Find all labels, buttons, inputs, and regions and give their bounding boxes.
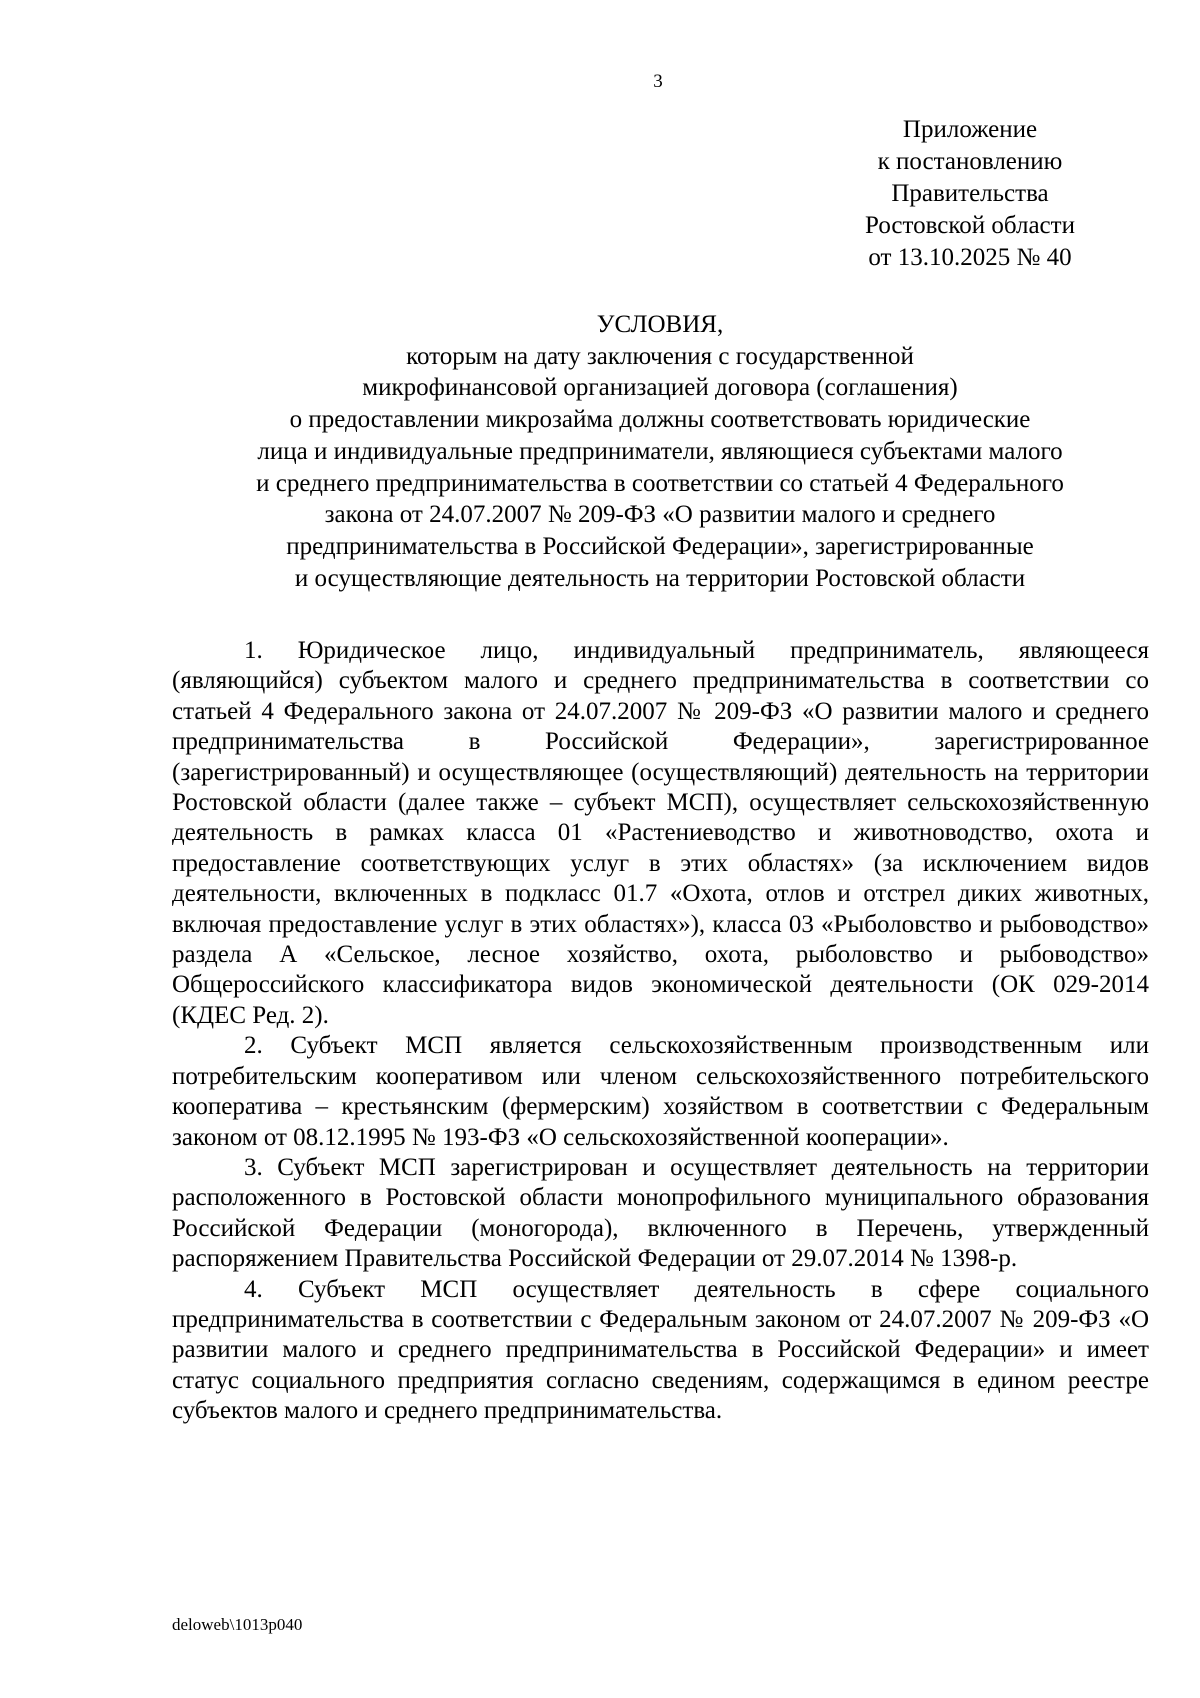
annex-line: к постановлению bbox=[877, 148, 1063, 175]
annex-reference bbox=[820, 114, 1120, 274]
title-heading: УСЛОВИЯ, bbox=[596, 311, 724, 338]
paragraph-text: Субъект МСП зарегистрирован и осуществляет деятельность на территории расположенного в Ростовской области монопрофильного муниципального образования Российской Федерации (моногорода), включенного в Перечень, утвержденный распоряжением Правительства Российской Федерации от 29.07.2014 № 1398-р. bbox=[172, 1153, 1149, 1273]
document-title bbox=[150, 309, 1170, 594]
annex-line: Ростовской области bbox=[865, 212, 1075, 239]
title-line: закона от 24.07.2007 № 209-ФЗ «О развитии малого и среднего bbox=[324, 501, 996, 529]
paragraph-1 bbox=[172, 636, 1149, 1031]
paragraph-2 bbox=[172, 1031, 1149, 1153]
paragraph-number: 1. bbox=[244, 637, 263, 664]
title-line: предпринимательства в Российской Федерации», зарегистрированные bbox=[286, 532, 1034, 560]
paragraph-text: Субъект МСП осуществляет деятельность в сфере социального предпринимательства в соответствии с Федеральным законом от 24.07.2007 № 209-ФЗ «О развитии малого и среднего предпринимательства в Российской Федерации» и имеет статус социального предприятия согласно сведениям, содержащимся в едином реестре субъектов малого и среднего предпринимательства. bbox=[172, 1275, 1150, 1425]
title-line: лица и индивидуальные предприниматели, являющиеся субъектами малого bbox=[257, 437, 1063, 465]
annex-line: Правительства bbox=[891, 180, 1049, 207]
title-line: микрофинансовой организацией договора (соглашения) bbox=[362, 374, 958, 402]
paragraph-3 bbox=[172, 1153, 1149, 1275]
annex-date-number: от 13.10.2025 № 40 bbox=[868, 244, 1072, 271]
paragraph-number: 2. bbox=[244, 1032, 263, 1060]
paragraph-text: Субъект МСП является сельскохозяйственным производственным или потребительским кооперативом или членом сельскохозяйственного потребительского кооператива – крестьянским (фермерским) хозяйством в соответствии с Федеральным законом от 08.12.1995 № 193-ФЗ «О сельскохозяйственной кооперации». bbox=[172, 1032, 1149, 1151]
title-line: которым на дату заключения с государственной bbox=[406, 342, 914, 370]
title-line: о предоставлении микрозайма должны соответствовать юридические bbox=[289, 406, 1031, 434]
paragraph-number: 3. bbox=[244, 1153, 263, 1181]
title-line: и осуществляющие деятельность на территории Ростовской области bbox=[294, 564, 1026, 592]
page-number: 3 bbox=[653, 71, 663, 92]
paragraph-4 bbox=[172, 1275, 1149, 1427]
paragraph-number: 4. bbox=[244, 1275, 263, 1303]
title-line: и среднего предпринимательства в соответствии со статьей 4 Федерального bbox=[256, 469, 1064, 497]
annex-line: Приложение bbox=[902, 116, 1038, 143]
footer-document-code: deloweb\1013p040 bbox=[172, 1615, 303, 1634]
document-body bbox=[172, 636, 1149, 1427]
paragraph-text: Юридическое лицо, индивидуальный предприниматель, являющееся (являющийся) субъектом малого и среднего предпринимательства в соответствии со статьей 4 Федерального закона от 24.07.2007 № 209-ФЗ «О развитии малого и среднего предпринимательства в Российской Федерации», зарегистрированное (зарегистрированный) и осуществляющее (осуществляющий) деятельность на территории Ростовской области (далее также – субъект МСП), осуществляет сельскохозяйственную деятельность в рамках класса 01 «Растениеводство и животноводство, охота и предоставление соответствующих услуг в этих областях» (за исключением видов деятельности, включенных в подкласс 01.7 «Охота, отлов и отстрел диких животных, включая предоставление услуг в этих областях»), класса 03 «Рыболовство и рыбоводство» раздела А «Сельское, лесное хозяйство, охота, рыболовство и рыбоводство» Общероссийского классификатора видов экономической деятельности (ОК 029-2014 (КДЕС Ред. 2). bbox=[172, 637, 1149, 1029]
